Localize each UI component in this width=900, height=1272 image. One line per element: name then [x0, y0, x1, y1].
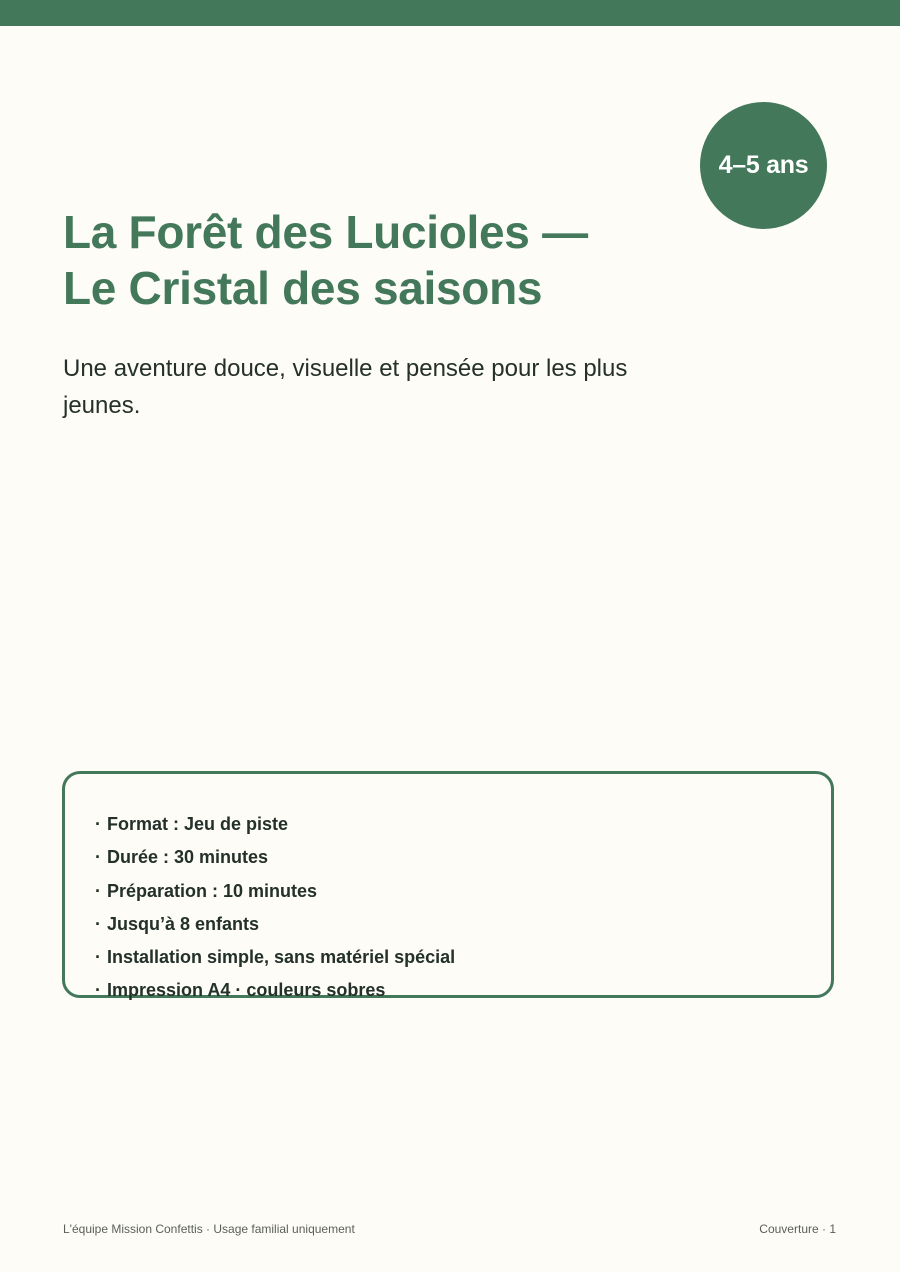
title-line-1: La Forêt des Lucioles —	[63, 206, 588, 258]
bullet-icon: ·	[95, 847, 101, 868]
top-band	[0, 0, 900, 26]
info-item-players	[95, 908, 455, 941]
info-item-label: Format : Jeu de piste	[107, 814, 289, 834]
info-item-label: Préparation : 10 minutes	[107, 880, 318, 901]
age-badge-label: 4–5 ans	[718, 151, 809, 179]
age-badge	[700, 102, 827, 229]
footer-page-number: Couverture · 1	[759, 1222, 836, 1236]
info-item-label: Jusqu’à 8 enfants	[107, 913, 260, 934]
footer-credit: L'équipe Mission Confettis · Usage familial uniquement	[63, 1222, 355, 1236]
info-item-installation	[95, 941, 455, 974]
info-item-format	[95, 808, 455, 841]
info-item-label: Installation simple, sans matériel spécial	[107, 947, 456, 968]
title-line-2: Le Cristal des saisons	[63, 262, 543, 314]
bullet-icon: ·	[95, 980, 101, 1001]
info-item-duration	[95, 841, 455, 874]
subtitle: Une aventure douce, visuelle et pensée pour les plus jeunes.	[63, 355, 628, 419]
info-box	[62, 771, 834, 1001]
bullet-icon: ·	[95, 913, 101, 934]
info-item-preparation	[95, 875, 455, 908]
info-item-label: Durée : 30 minutes	[107, 847, 269, 868]
info-item-printing	[95, 974, 455, 1007]
info-list	[95, 808, 455, 1008]
page-title	[63, 204, 683, 316]
bullet-icon: ·	[95, 947, 101, 968]
info-item-label: Impression A4 · couleurs sobres	[107, 980, 386, 1001]
bullet-icon: ·	[95, 814, 101, 834]
bullet-icon: ·	[95, 880, 101, 901]
